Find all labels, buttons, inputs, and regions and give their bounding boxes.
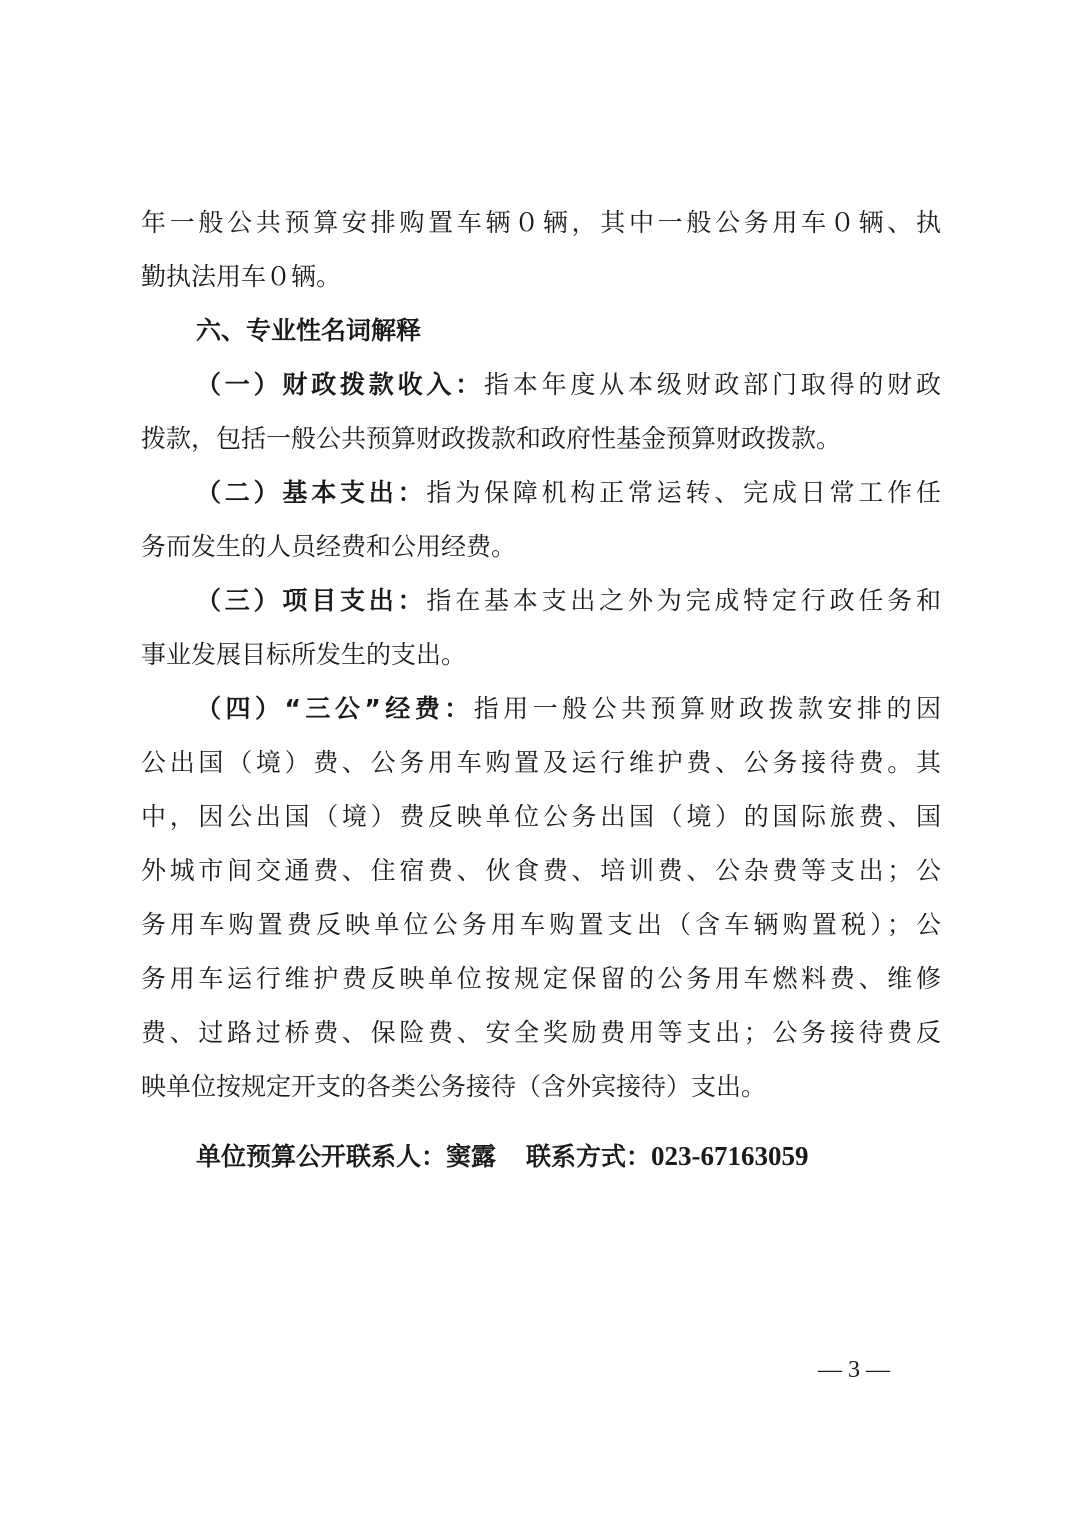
definition-first-line	[141, 466, 941, 520]
definition-line: 费、过路过桥费、保险费、安全奖励费用等支出；公务接待费反	[141, 1018, 941, 1047]
definition-text: 指为保障机构正常运转、完成日常工作任	[426, 478, 941, 507]
definition-line: 事业发展目标所发生的支出。	[141, 640, 467, 669]
page-number: — 3 —	[818, 1357, 890, 1383]
definition-line: 公出国（境）费、公务用车购置及运行维护费、公务接待费。其	[141, 748, 941, 777]
contact-info	[196, 1136, 809, 1177]
definition-line: 外城市间交通费、住宿费、伙食费、培训费、公杂费等支出；公	[141, 856, 941, 885]
definition-line: 映单位按规定开支的各类公务接待（含外宾接待）支出。	[141, 1072, 767, 1101]
definition-first-line	[141, 574, 941, 628]
definition-text: 指本年度从本级财政部门取得的财政	[484, 370, 941, 399]
definition-text: 指用一般公共预算财政拨款安排的因	[473, 694, 941, 723]
definition-term: （三）项目支出：	[196, 586, 427, 615]
definition-term: （四）“三公”经费：	[196, 694, 474, 723]
contact-phone: 023-67163059	[651, 1141, 809, 1171]
definition-line: 拨款，包括一般公共预算财政拨款和政府性基金预算财政拨款。	[141, 424, 842, 453]
definition-line: 务用车运行维护费反映单位按规定保留的公务用车燃料费、维修	[141, 964, 941, 993]
definition-first-line	[141, 358, 941, 412]
body-text	[141, 196, 941, 1114]
definition-first-line	[141, 682, 941, 736]
section-heading: 六、专业性名词解释	[196, 316, 422, 345]
contact-method-label: 联系方式：	[526, 1142, 652, 1171]
definition-line: 务用车购置费反映单位公务用车购置支出（含车辆购置税）；公	[141, 910, 941, 939]
contact-person: 单位预算公开联系人：窦露	[196, 1142, 497, 1171]
definition-term: （一）财政拨款收入：	[196, 370, 484, 399]
definition-text: 指在基本支出之外为完成特定行政任务和	[426, 586, 941, 615]
definition-term: （二）基本支出：	[196, 478, 427, 507]
definition-line: 务而发生的人员经费和公用经费。	[141, 532, 517, 561]
definition-line: 中，因公出国（境）费反映单位公务出国（境）的国际旅费、国	[141, 802, 941, 831]
paragraph-line: 勤执法用车０辆。	[141, 262, 342, 291]
paragraph-line: 年一般公共预算安排购置车辆０辆，其中一般公务用车０辆、执	[141, 208, 941, 237]
